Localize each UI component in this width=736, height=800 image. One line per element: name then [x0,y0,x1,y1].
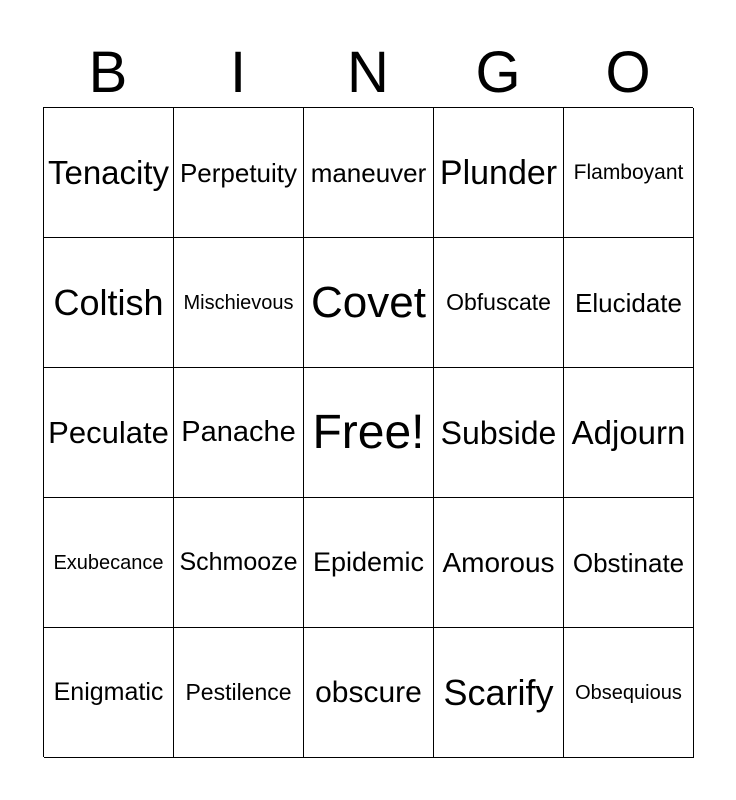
cell-word: Flamboyant [573,161,684,184]
bingo-cell[interactable] [44,238,174,368]
cell-word: Panache [181,416,296,448]
bingo-cell[interactable] [304,108,434,238]
bingo-cell[interactable] [564,238,694,368]
cell-word: Coltish [53,281,164,323]
cell-word: Peculate [48,415,169,450]
header-letter-o: O [605,40,651,105]
bingo-board [43,107,693,757]
header-letter-n: N [347,40,389,105]
free-space-label: Free! [312,405,425,459]
bingo-cell[interactable] [44,108,174,238]
cell-word: maneuver [310,157,427,188]
bingo-cell[interactable] [174,628,304,758]
cell-word: Schmooze [179,548,298,576]
cell-word: Covet [311,277,426,327]
cell-word: Exubecance [53,551,164,574]
cell-word: Elucidate [575,287,682,318]
bingo-cell[interactable] [304,628,434,758]
bingo-cell[interactable] [564,108,694,238]
cell-word: Plunder [439,153,558,192]
cell-word: Pestilence [185,679,292,705]
cell-word: Mischievous [183,291,294,314]
free-space-cell[interactable] [304,368,434,498]
cell-word: Obfuscate [446,289,551,315]
bingo-cell[interactable] [174,108,304,238]
header-letter-g: G [475,40,521,105]
bingo-cell[interactable] [434,108,564,238]
header-letter-b: B [88,40,128,105]
bingo-cell[interactable] [44,368,174,498]
bingo-cell[interactable] [564,628,694,758]
bingo-cell[interactable] [434,238,564,368]
cell-word: Obstinate [572,547,685,578]
cell-word: Enigmatic [53,678,164,706]
bingo-cell[interactable] [304,238,434,368]
cell-word: Adjourn [571,414,686,451]
cell-word: Epidemic [312,547,425,577]
cell-word: Scarify [443,671,554,713]
header-letter-i: I [229,40,247,105]
cell-word: Perpetuity [179,157,298,188]
cell-word: Amorous [442,546,555,578]
cell-word: Tenacity [47,154,170,191]
bingo-cell[interactable] [174,238,304,368]
cell-word: obscure [315,675,422,709]
bingo-cell[interactable] [174,498,304,628]
cell-word: Subside [440,414,557,451]
bingo-cell[interactable] [434,628,564,758]
cell-word: Obsequious [575,681,682,704]
bingo-cell[interactable] [304,498,434,628]
bingo-cell[interactable] [434,498,564,628]
bingo-cell[interactable] [564,368,694,498]
bingo-cell[interactable] [44,628,174,758]
bingo-cell[interactable] [44,498,174,628]
bingo-header [43,38,693,108]
bingo-cell[interactable] [434,368,564,498]
bingo-cell[interactable] [564,498,694,628]
bingo-cell[interactable] [174,368,304,498]
